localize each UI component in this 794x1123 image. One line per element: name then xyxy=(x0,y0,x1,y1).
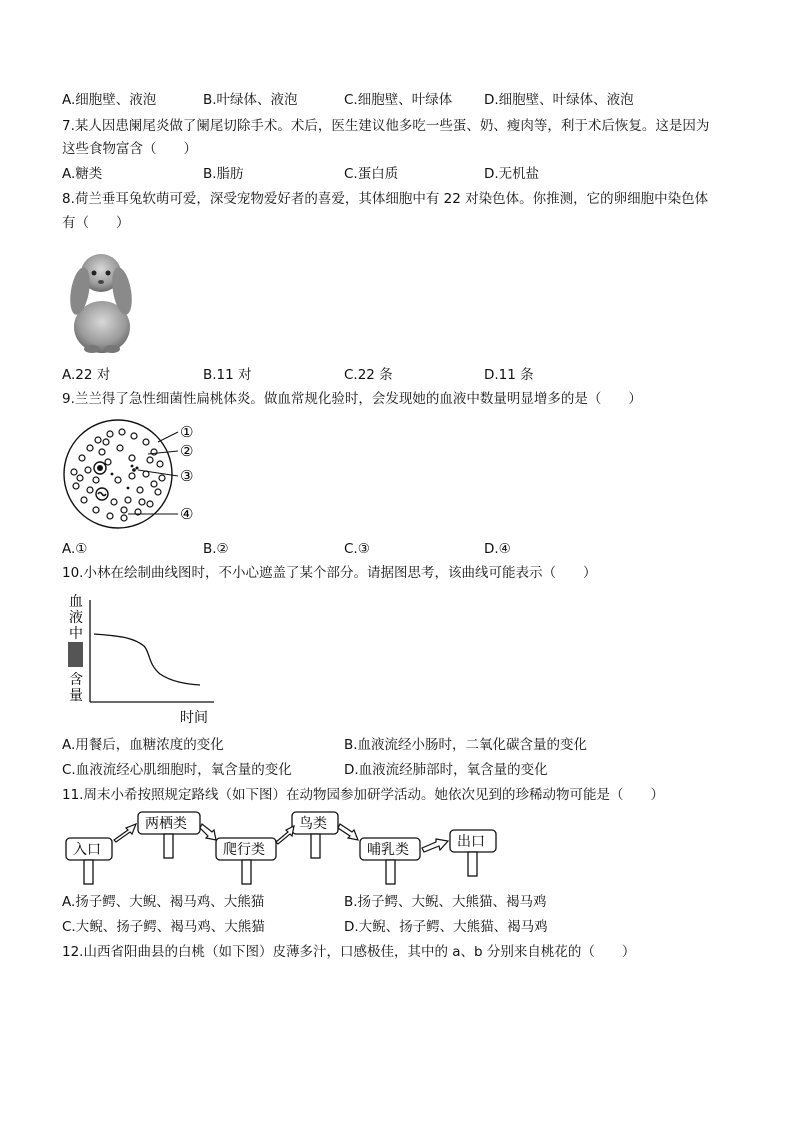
label-3: ③ xyxy=(180,467,194,485)
sign-entrance: 入口 xyxy=(73,842,101,858)
ylabel-char-3: 中 xyxy=(69,626,83,642)
q10-option-a: A.用餐后，血糖浓度的变化 xyxy=(62,737,224,753)
q8-option-d: D.11 条 xyxy=(484,367,534,383)
covered-part xyxy=(68,642,83,667)
sign-mammals: 哺乳类 xyxy=(367,842,409,858)
q9-stem: 9.兰兰得了急性细菌性扁桃体炎。做血常规化验时，会发现她的血液中数量明显增多的是（ ） xyxy=(62,391,642,407)
q7-option-c: C.蛋白质 xyxy=(344,166,399,182)
q7-option-a: A.糖类 xyxy=(62,166,103,182)
blood-content-curve xyxy=(62,590,222,728)
q8-option-c: C.22 条 xyxy=(344,367,393,383)
q9-option-a: A.① xyxy=(62,541,88,557)
q9-option-c: C.③ xyxy=(344,541,370,557)
q10-stem: 10.小林在绘制曲线图时，不小心遮盖了某个部分。请据图思考，该曲线可能表示（ ） xyxy=(62,565,597,581)
q8-stem-line1: 8.荷兰垂耳兔软萌可爱，深受宠物爱好者的喜爱，其体细胞中有 22 对染色体。你推测，它的卵细胞中染色体 xyxy=(62,191,709,207)
q6-option-c: C.细胞壁、叶绿体 xyxy=(344,92,453,108)
zoo-route-diagram xyxy=(62,808,502,892)
q11-option-a: A.扬子鳄、大鲵、褐马鸡、大熊猫 xyxy=(62,894,265,910)
q11-option-c: C.大鲵、扬子鳄、褐马鸡、大熊猫 xyxy=(62,919,265,935)
q10-option-c: C.血液流经心肌细胞时，氧含量的变化 xyxy=(62,762,292,778)
q11-stem: 11.周末小希按照规定路线（如下图）在动物园参加研学活动。她依次见到的珍稀动物可能是（ ） xyxy=(62,787,664,803)
q7-option-b: B.脂肪 xyxy=(203,166,244,182)
blood-smear-diagram xyxy=(62,418,202,532)
ylabel-char-5: 量 xyxy=(69,688,83,704)
q9-option-b: B.② xyxy=(203,541,229,557)
q12-stem: 12.山西省阳曲县的白桃（如下图）皮薄多汁，口感极佳，其中的 a、b 分别来自桃花的（ ） xyxy=(62,944,636,960)
q9-option-d: D.④ xyxy=(484,541,511,557)
q10-option-b: B.血液流经小肠时，二氧化碳含量的变化 xyxy=(344,737,588,753)
label-1: ① xyxy=(180,423,194,441)
q6-option-d: D.细胞壁、叶绿体、液泡 xyxy=(484,92,634,108)
label-4: ④ xyxy=(180,505,194,523)
sign-amphibians: 两栖类 xyxy=(145,816,187,832)
q8-option-a: A.22 对 xyxy=(62,367,111,383)
xlabel: 时间 xyxy=(180,710,208,726)
q11-option-d: D.大鲵、扬子鳄、大熊猫、褐马鸡 xyxy=(344,919,548,935)
q7-option-d: D.无机盐 xyxy=(484,166,540,182)
curve-line xyxy=(94,634,200,685)
label-2: ② xyxy=(180,442,194,460)
q11-option-b: B.扬子鳄、大鲵、大熊猫、褐马鸡 xyxy=(344,894,547,910)
q6-option-b: B.叶绿体、液泡 xyxy=(203,92,298,108)
ylabel-char-2: 液 xyxy=(69,610,83,626)
q8-option-b: B.11 对 xyxy=(203,367,252,383)
q8-stem-line2: 有（ ） xyxy=(62,215,130,231)
q7-stem-line1: 7.某人因患阑尾炎做了阑尾切除手术。术后，医生建议他多吃一些蛋、奶、瘦肉等，利于术后恢复。这是因为 xyxy=(62,118,710,134)
q7-stem-line2: 这些食物富含（ ） xyxy=(62,141,197,157)
rabbit-image xyxy=(66,243,136,355)
q6-option-a: A.细胞壁、液泡 xyxy=(62,92,157,108)
sign-reptiles: 爬行类 xyxy=(223,842,265,858)
sign-birds: 鸟类 xyxy=(299,816,327,832)
ylabel-char-1: 血 xyxy=(69,594,83,610)
sign-exit: 出口 xyxy=(457,834,485,850)
q10-option-d: D.血液流经肺部时，氧含量的变化 xyxy=(344,762,548,778)
ylabel-char-4: 含 xyxy=(69,672,83,688)
